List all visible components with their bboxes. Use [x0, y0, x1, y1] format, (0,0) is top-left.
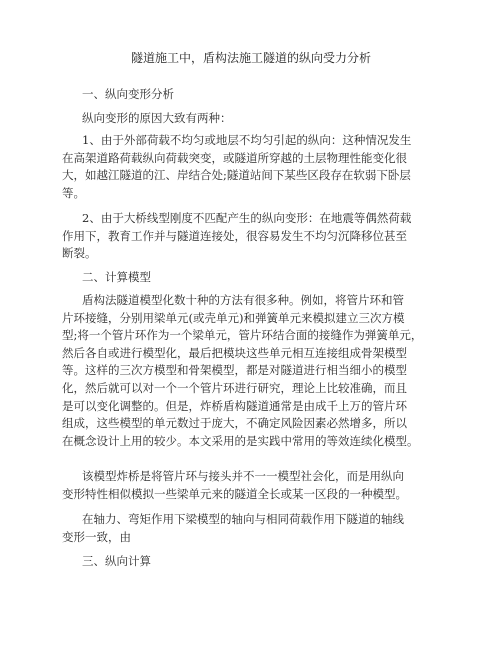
paragraph-line: 然后各自或进行模型化，最后把模块这些单元相互连接组成骨架模型: [62, 345, 407, 360]
section-heading-3: 三、纵向计算: [82, 554, 151, 568]
paragraph-line: 等。: [62, 185, 85, 200]
paragraph-line: 1、由于外部荷载不均匀或地层不均匀引起的纵向：这种情况发生: [82, 133, 412, 147]
paragraph-line: 在概念设计上用的较少。本文采用的是实践中常用的等效连续化模型。: [62, 433, 419, 448]
section-heading-2: 二、计算模型: [82, 270, 151, 284]
paragraph-line: 片环接缝，分别用梁单元(或壳单元)和弹簧单元来模拟建立三次方模: [62, 310, 405, 325]
intro-text: 纵向变形的原因大致有两种：: [82, 111, 232, 125]
document-title: 隧道施工中，盾构法施工隧道的纵向受力分析: [130, 51, 371, 65]
section-heading-1: 一、纵向变形分析: [82, 87, 174, 101]
paragraph-line: 大，如越江隧道的江、岸结合处;隧道站间下某些区段存在软弱下卧层: [62, 168, 411, 183]
paragraph-2: [62, 210, 447, 263]
paragraph-line: 盾构法隧道模型化数十种的方法有很多种。例如，将管片环和管: [82, 293, 404, 307]
paragraph-line: 变形一致，由: [62, 529, 131, 544]
paragraph-1: [62, 132, 447, 202]
paragraph-line: 该模型炸桥是将管片环与接头并不一一模型社会化，而是用纵向: [82, 469, 404, 483]
paragraph-line: 作用下，教育工作并与隧道连接处，很容易发生不均匀沉降移位甚至: [62, 228, 407, 243]
paragraph-line: 化，然后就可以对一个一个管片环进行研究，理论上比较准确，而且: [62, 380, 407, 395]
paragraph-line: 在高架道路荷载纵向荷载突变，或隧道所穿越的土层物理性能变化很: [62, 150, 407, 165]
paragraph-line: 变形特性相似模拟一些梁单元来的隧道全长或某一区段的一种模型。: [62, 486, 407, 501]
paragraph-line: 在轴力、弯矩作用下梁模型的轴向与相同荷载作用下隧道的轴线: [82, 512, 404, 526]
paragraph-4: [62, 468, 447, 503]
paragraph-line: 2、由于大桥线型刚度不匹配产生的纵向变形：在地震等偶然荷载: [82, 211, 412, 225]
paragraph-line: 组成，这些模型的单元数过于庞大，不确定风险因素必然增多，所以: [62, 416, 407, 431]
paragraph-line: 型;将一个管片环作为一个梁单元，管片环结合面的接缝作为弹簧单元，: [62, 328, 423, 343]
paragraph-5: [62, 511, 447, 546]
paragraph-line: 等。这样的三次方模型和骨架模型，都是对隧道进行相当细小的模型: [62, 363, 407, 378]
paragraph-line: 是可以变化调整的。但是，炸桥盾构隧道通常是由成千上万的管片环: [62, 398, 407, 413]
paragraph-line: 断裂。: [62, 246, 97, 261]
paragraph-3: [62, 292, 447, 450]
